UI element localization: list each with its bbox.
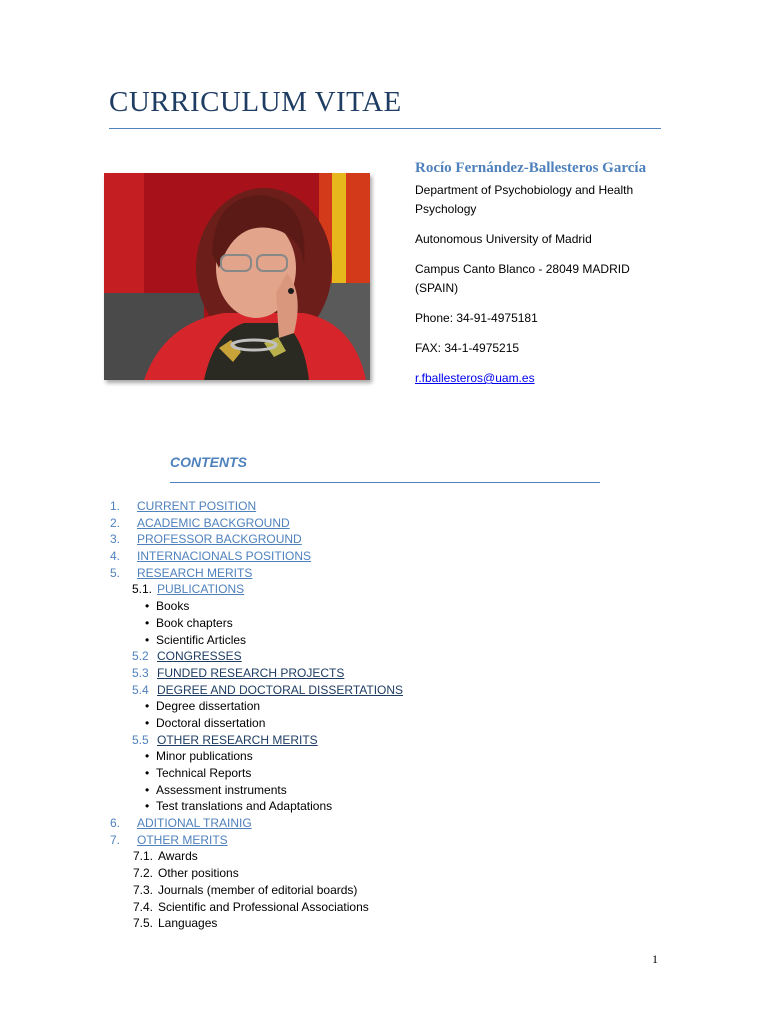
toc-bullet-label: Book chapters [156,615,233,630]
page-number: 1 [652,952,658,966]
toc-item[interactable] [0,832,768,849]
toc-subitem[interactable] [0,581,768,598]
toc-item[interactable] [0,498,768,515]
page-title: CURRICULUM VITAE [109,86,402,118]
toc-number: 5.2 [132,649,149,664]
toc-number: 3. [110,532,121,547]
toc-bullet-label: Assessment instruments [156,782,287,797]
toc-item[interactable] [0,565,768,582]
toc-sublabel: Awards [158,849,198,864]
toc-bullet-label: Doctoral dissertation [156,715,266,730]
toc-number: 7.2. [133,866,154,881]
toc-number: 5.5 [132,732,149,747]
toc-number: 5. [110,565,121,580]
toc-bullet-label: Test translations and Adaptations [156,799,333,814]
toc-subitem [0,915,768,932]
toc-link[interactable]: OTHER MERITS [137,832,228,847]
toc-link[interactable]: ADITIONAL TRAINIG [137,816,252,831]
contact-block [415,158,675,388]
toc-bullet-item [0,615,768,632]
email-link[interactable]: r.fballesteros@uam.es [415,371,535,385]
toc-subitem[interactable] [0,732,768,749]
toc-link[interactable]: INTERNACIONALS POSITIONS [137,549,312,564]
toc-bullet-item [0,798,768,815]
bullet-icon: • [145,749,150,764]
toc-bullet-item [0,782,768,799]
toc-bullet-label: Degree dissertation [156,699,261,714]
bullet-icon: • [145,782,150,797]
toc-bullet-item [0,715,768,732]
toc-number: 7.1. [133,849,154,864]
phone-text: Phone: 34-91-4975181 [415,311,538,325]
toc-sublabel: Journals (member of editorial boards) [158,882,358,897]
toc-subitem [0,865,768,882]
toc-subitem[interactable] [0,648,768,665]
toc-subitem [0,848,768,865]
bullet-icon: • [145,799,150,814]
bullet-icon: • [145,766,150,780]
toc-item[interactable] [0,548,768,565]
toc-number: 2. [110,515,121,530]
toc-number: 4. [110,549,121,564]
contents-divider [170,482,600,483]
bullet-icon: • [145,715,150,730]
title-divider [109,128,661,129]
contents-heading: CONTENTS [170,454,247,470]
toc-number: 7. [110,832,121,847]
toc-number: 1. [110,499,121,513]
toc-number: 7.3. [133,882,154,897]
toc-link[interactable]: CONGRESSES [157,649,242,664]
toc-link[interactable]: FUNDED RESEARCH PROJECTS [157,665,345,680]
fax-text: FAX: 34-1-4975215 [415,341,520,355]
profile-photo [104,173,370,380]
bullet-icon: • [145,699,150,714]
toc-link[interactable]: RESEARCH MERITS [137,565,253,580]
toc-bullet-label: Scientific Articles [156,632,247,647]
table-of-contents [0,498,768,932]
bullet-icon: • [145,599,150,614]
toc-bullet-item [0,765,768,782]
bullet-icon: • [145,615,150,630]
person-name: Rocío Fernández-Ballesteros García [415,160,647,176]
toc-number: 5.1. [132,582,153,597]
toc-bullet-item [0,632,768,649]
toc-bullet-item [0,598,768,615]
toc-number: 5.4 [132,682,149,697]
toc-subitem [0,882,768,899]
toc-bullet-item [0,698,768,715]
toc-link[interactable]: PUBLICATIONS [157,582,245,597]
toc-subitem [0,899,768,916]
toc-number: 6. [110,816,121,831]
bullet-icon: • [145,632,150,647]
toc-sublabel: Scientific and Professional Associations [158,899,369,914]
toc-sublabel: Languages [158,916,218,931]
toc-number: 5.3 [132,665,149,680]
toc-link[interactable]: PROFESSOR BACKGROUND [137,532,302,547]
toc-bullet-item [0,748,768,765]
toc-number: 7.5. [133,916,154,931]
toc-sublabel: Other positions [158,866,239,881]
address-text: Campus Canto Blanco - 28049 MADRID (SPAIN) [415,262,630,295]
university-text: Autonomous University of Madrid [415,232,592,246]
toc-subitem[interactable] [0,665,768,682]
toc-bullet-label: Technical Reports [156,766,252,780]
toc-item[interactable] [0,815,768,832]
toc-item[interactable] [0,531,768,548]
toc-link[interactable]: DEGREE AND DOCTORAL DISSERTATIONS [157,682,404,697]
toc-item[interactable] [0,515,768,532]
toc-subitem[interactable] [0,682,768,699]
toc-bullet-label: Minor publications [156,749,253,764]
toc-link[interactable]: CURRENT POSITION [137,499,257,513]
department-text: Department of Psychobiology and Health Psychology [415,183,634,216]
toc-link[interactable]: OTHER RESEARCH MERITS [157,732,318,747]
toc-number: 7.4. [133,899,154,914]
toc-link[interactable]: ACADEMIC BACKGROUND [137,515,290,530]
toc-bullet-label: Books [156,599,190,614]
